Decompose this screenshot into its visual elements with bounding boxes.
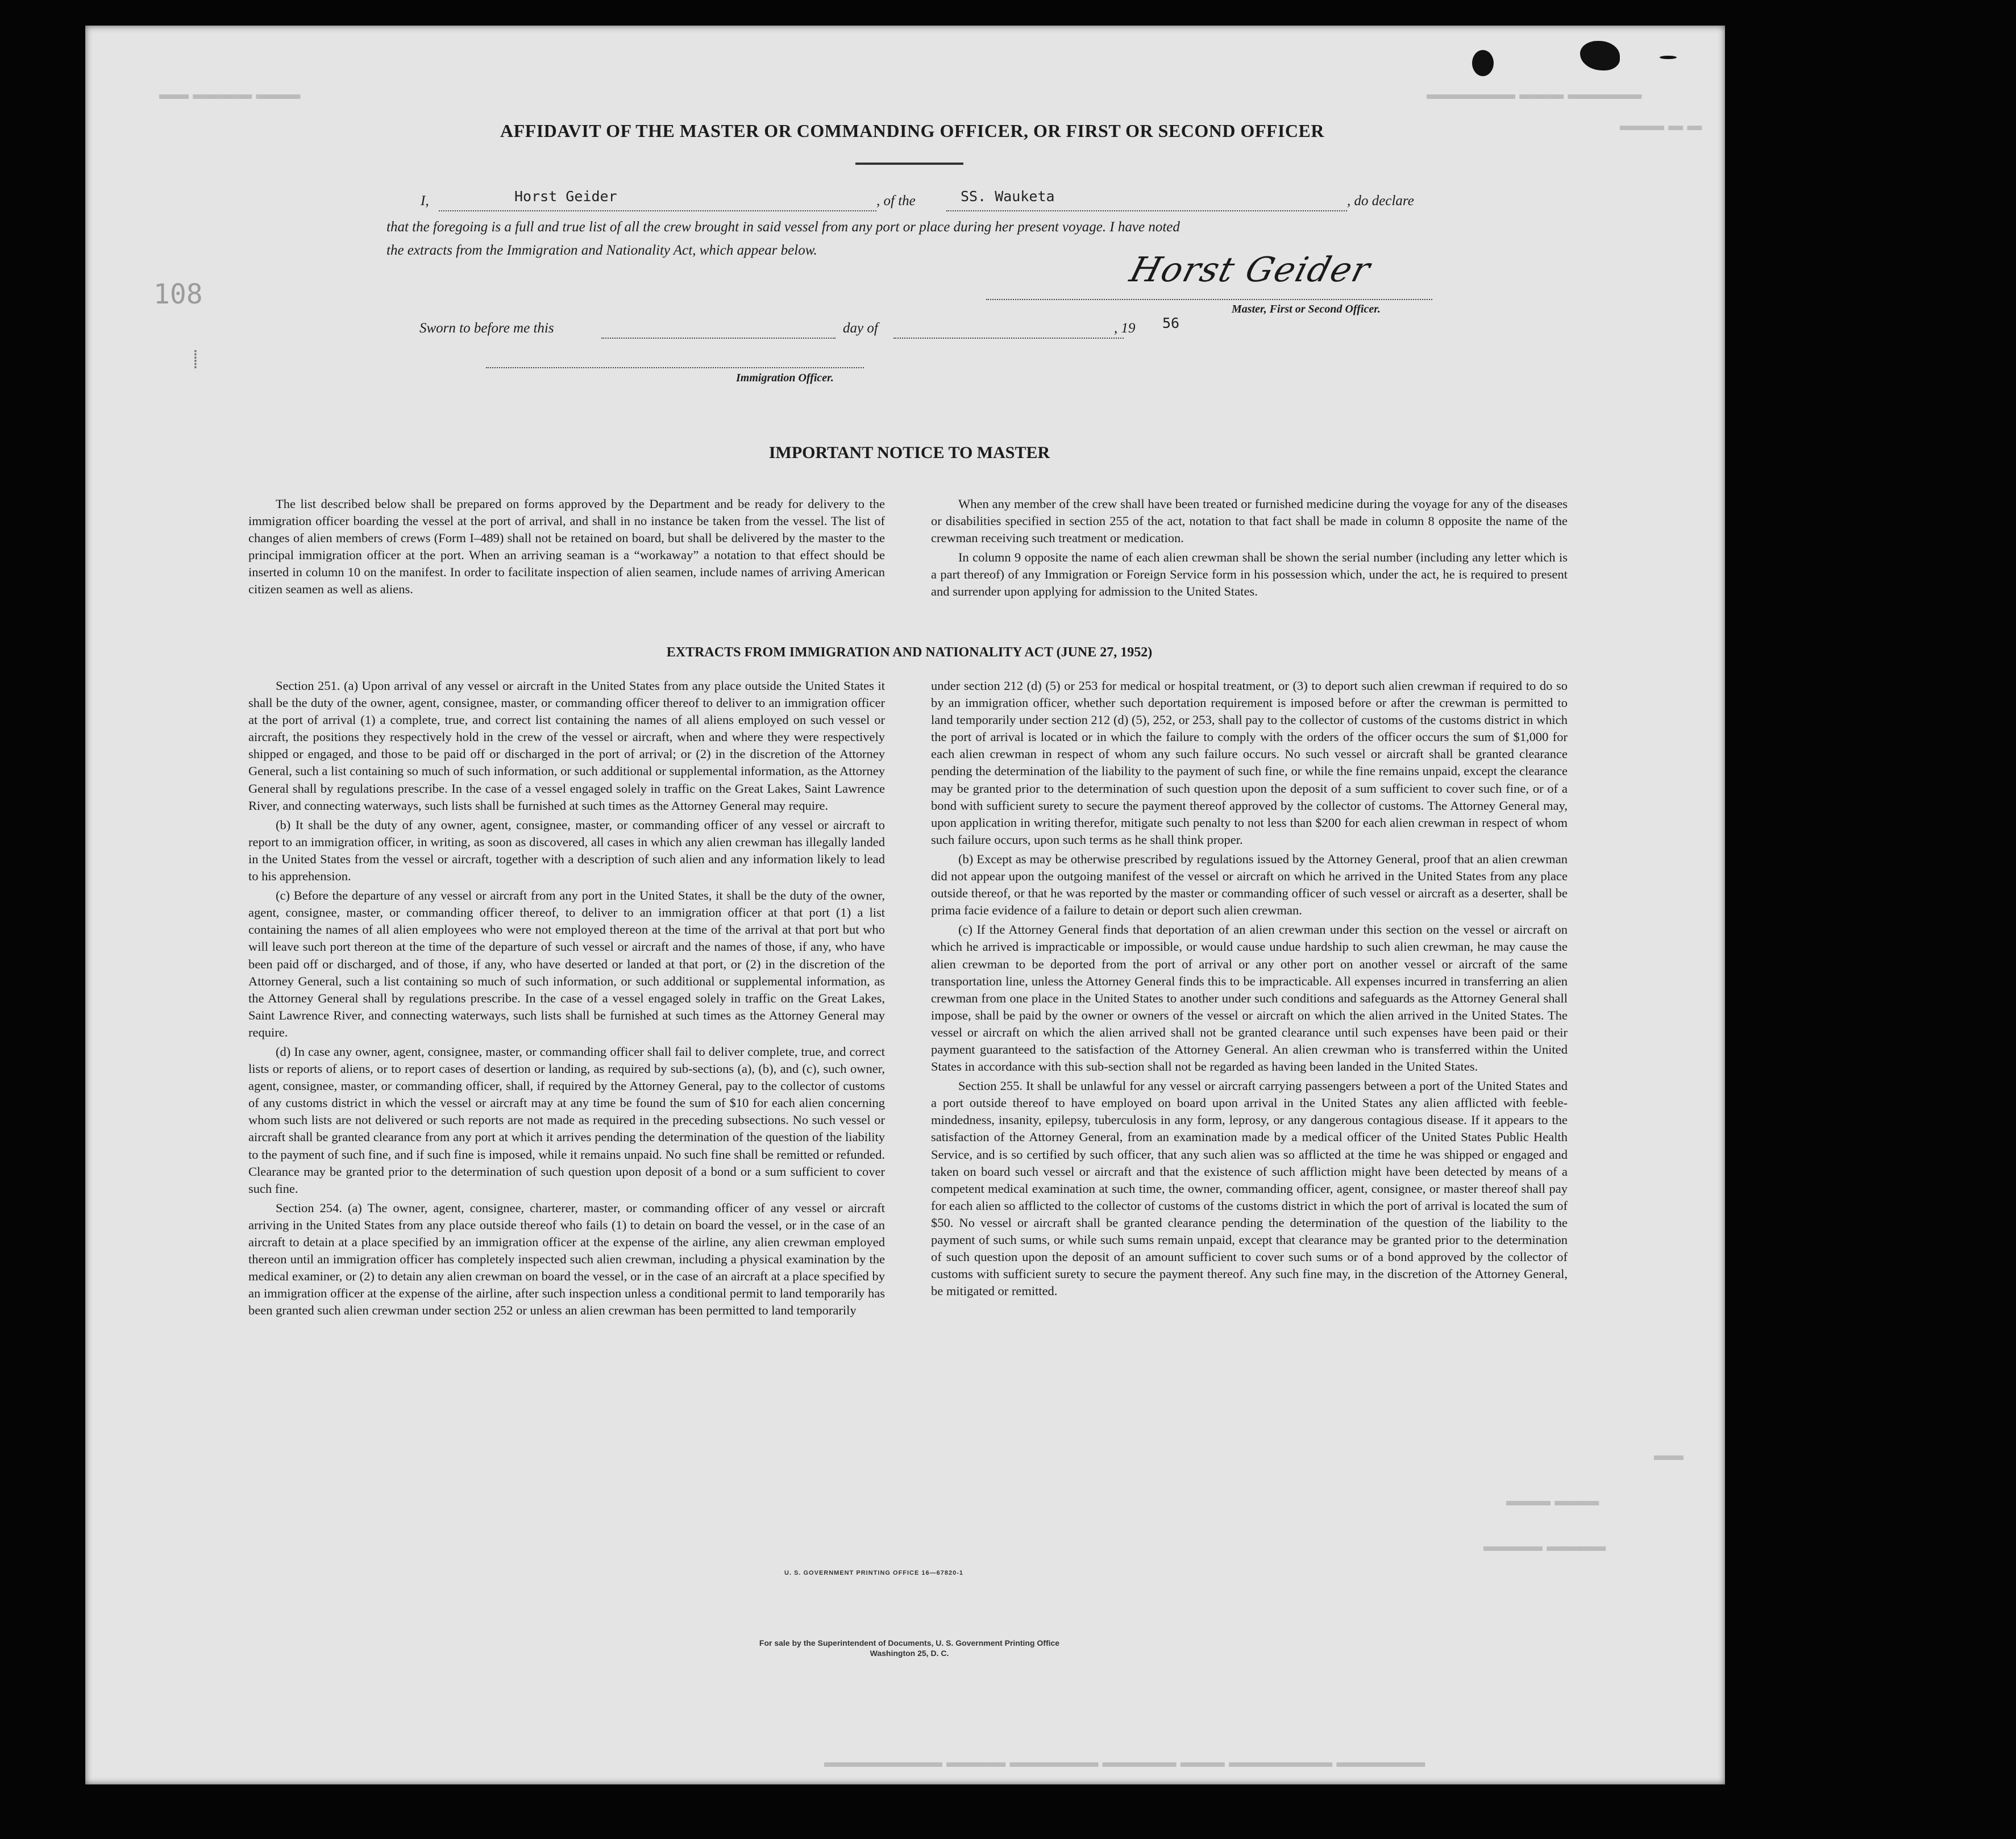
bleed-through-mark: ▬▬▬▬ ▬▬▬▬ <box>1483 1537 1606 1554</box>
notice-right-paragraph-2: In column 9 opposite the name of each alien crewman shall be shown the serial number (including any letter which is a part thereof) of any Immigration or Foreign Service form in his possession which, under the act, he is required to present and surrender upon applying for admission to the United States. <box>931 550 1568 599</box>
do-declare-label: , do declare <box>1347 193 1414 209</box>
sworn-month-field[interactable] <box>893 318 1124 339</box>
vessel-value: SS. Wauketa <box>961 188 1055 205</box>
section-255: Section 255. It shall be unlawful for any vessel or aircraft carrying passengers between a port of the United States and a port outside thereof to have employed on board upon arrival in the United States any alien afflicted with feeble-mindedness, insanity, epilepsy, tuberculosis in any form, leprosy, or any dangerous contagious disease. If it appears to the satisfaction of the Attorney General, from an examination made by a medical officer of the United States Public Health Service, and is so certified by such officer, that any such alien was so afflicted at the time he was shipped or engaged and taken on board such vessel or aircraft and that the existence of such affliction might have been detected by means of a competent medical examination at such time, the owner, commanding officer, agent, consignee, or master thereof shall pay for each alien so afflicted to the collector of customs of the customs district in which the port of arrival is located the sum of $50. No vessel or aircraft shall be granted clearance pending the determination of the question of the liability to the payment of such sums, or while such sums remain unpaid, except that clearance may be granted prior to the determination of such question upon the deposit of an amount sufficient to cover such sums or of a bond approved by the collector of customs with sufficient surety to secure the payment thereof. Any such fine may, in the discretion of the Attorney General, be mitigated or remitted. <box>931 1079 1568 1299</box>
section-251-c: (c) Before the departure of any vessel or aircraft from any port in the United States, it shall be the duty of the owner, agent, consignee, master, or commanding officer thereof, to deliver to an immigration officer at that port (1) a list containing the names of all alien employees who were not employed thereon at the time of the arrival at that port but who will leave such port thereon at the time of the departure of such vessel or aircraft and the names of those, if any, who have been paid off or discharged, and of those, if any, who have deserted or landed at that port, or (2) in the discretion of the Attorney General, such a list containing so much of such information, or such additional or supplemental information, as the Attorney General shall by regulations prescribe. In the case of a vessel engaged solely in traffic on the Great Lakes, Saint Lawrence River, and connecting waterways, such lists shall be furnished at such times as the Attorney General may require. <box>248 888 885 1039</box>
notice-left-column <box>248 496 885 601</box>
extracts-left-column <box>248 677 885 1321</box>
section-251-d: (d) In case any owner, agent, consignee, master, or commanding officer shall fail to deliver complete, true, and correct lists or reports of aliens, or to report cases of desertion or landing, as required by sub-sections (a), (b), and (c), such owner, agent, consignee, master, or commanding officer, shall, if required by the Attorney General, pay to the collector of customs of any customs district in which the vessel or aircraft may at any time be found the sum of $10 for each alien concerning whom such lists are not delivered or such reports are not made as required in the preceding subsections. No such vessel or aircraft shall be granted clearance from any port at which it arrives pending the determination of the question of the liability to the payment of such fine, and if such fine is imposed, while it remains unpaid. No such fine shall be remitted or refunded. Clearance may be granted prior to the determination of such question upon deposit of a bond or a sum sufficient to cover such fine. <box>248 1044 885 1196</box>
ink-blot <box>1472 50 1494 76</box>
notice-title: IMPORTANT NOTICE TO MASTER <box>768 443 1050 462</box>
extracts-title: EXTRACTS FROM IMMIGRATION AND NATIONALITY ACT (JUNE 27, 1952) <box>666 645 1153 660</box>
master-signature-line[interactable] <box>986 278 1432 300</box>
sworn-day-field[interactable] <box>601 318 836 339</box>
of-the-label: , of the <box>876 193 916 209</box>
sale-line-2: Washington 25, D. C. <box>870 1649 949 1658</box>
extracts-right-column <box>931 677 1568 1302</box>
sale-line-1: For sale by the Superintendent of Documents, U. S. Government Printing Office <box>759 1638 1060 1647</box>
master-signature: Horst Geider <box>1125 250 1375 290</box>
master-caption: Master, First or Second Officer. <box>1232 303 1381 315</box>
title-underline <box>855 163 963 165</box>
sale-notice <box>625 1638 1194 1658</box>
margin-page-number: 108 <box>153 278 203 310</box>
sworn-label: Sworn to before me this <box>419 321 554 336</box>
notice-right-column <box>931 496 1568 603</box>
bleed-through-mark: ▬▬ <box>1654 1446 1684 1463</box>
bleed-through-mark: ▬ ▬ ▬▬▬ <box>1620 117 1702 134</box>
bleed-through-mark: ▬▬▬ ▬▬▬▬ ▬▬ <box>159 85 301 102</box>
year-value: 56 <box>1162 315 1180 331</box>
declaration-line-3: the extracts from the Immigration and Nationality Act, which appear below. <box>386 243 817 258</box>
bleed-through-mark: ▬▬▬▬▬▬ ▬▬▬▬▬▬▬ ▬▬▬ ▬▬▬▬▬ ▬▬▬▬▬▬ ▬▬▬▬ ▬▬▬▬▬▬▬▬ <box>824 1753 1425 1770</box>
name-field[interactable] <box>439 191 876 211</box>
section-254-a-continued: under section 212 (d) (5) or 253 for medical or hospital treatment, or (3) to deport such alien crewman if required to do so by an immigration officer, whether such deportation requirement is imposed before or after the crewman is permitted to land temporarily under section 212 (d) (5), 252, or 253, shall pay to the collector of customs of the customs district in which the port of arrival is located or in which the failure to comply with the orders of the officer occurs the sum of $1,000 for each alien crewman in respect of whom any such failure occurs. No such vessel or aircraft shall be granted clearance pending the determination of the liability to the payment of such fine, or while the fine remains unpaid, except the clearance may be granted prior to the determination of such question upon the deposit of a sum sufficient to cover such fine, or of a bond with sufficient surety to secure the payment thereof approved by the collector of customs. The Attorney General may, upon application in writing therefor, mitigate such penalty to not less than $200 for each alien crewman in respect of whom such failure occurs, upon such terms as he shall think proper. <box>931 679 1568 847</box>
notice-right-paragraph-1: When any member of the crew shall have been treated or furnished medicine during the voyage for any of the diseases or disabilities specified in section 255 of the act, notation to that fact shall be made in column 8 opposite the name of the crewman receiving such treatment or medication. <box>931 497 1568 546</box>
declaration-prefix: I, <box>421 193 429 209</box>
year-prefix: , 19 <box>1114 321 1136 336</box>
bleed-through-mark: ▬▬▬ ▬▬▬ <box>1506 1492 1599 1509</box>
section-251-b: (b) It shall be the duty of any owner, agent, consignee, master, or commanding officer of any vessel or aircraft to report to an immigration officer, in writing, as soon as discovered, all cases in which any alien crewman has illegally landed in the United States from the vessel or aircraft, together with a description of such alien and any information likely to lead to his apprehension. <box>248 817 885 884</box>
name-value: Horst Geider <box>514 188 617 205</box>
section-254-c: (c) If the Attorney General finds that deportation of an alien crewman under this section on the vessel or aircraft on which he arrived is impracticable or impossible, or would cause undue hardship to such alien crewman, he may cause the alien crewman to be deported from the port of arrival or any other port on another vessel or aircraft of the same transportation line, unless the Attorney General finds this to be impracticable. All expenses incurred in transferring an alien crewman from one place in the United States to another under such conditions and safeguards as the Attorney General shall impose, shall be paid by the owner or owners of the vessel or aircraft on which the alien arrived in the United States. The vessel or aircraft on which the alien arrived shall not be granted clearance until such expenses have been paid or their payment guaranteed to the satisfaction of the Attorney General. An alien crewman who is transferred within the United States in accordance with this sub-section shall not be regarded as having been landed in the United States. <box>931 922 1568 1074</box>
declaration-line-2: that the foregoing is a full and true list of all the crew brought in said vessel from any port or place during her present voyage. I have noted <box>386 219 1180 235</box>
printing-office-imprint: U. S. GOVERNMENT PRINTING OFFICE 16—67820-1 <box>784 1570 964 1576</box>
notice-left-paragraph: The list described below shall be prepared on forms approved by the Department and be ready for delivery to the immigration officer boarding the vessel at the port of arrival, and shall in no instance be taken from the vessel. The list of changes of alien members of crews (Form I–489) shall not be retained on board, but shall be delivered by the master to the principal immigration officer at the port. When an arriving seaman is a “workaway” a notation to that effect should be inserted in column 10 on the manifest. In order to facilitate inspection of alien seamen, include names of arriving American citizen seamen as well as aliens. <box>248 497 885 597</box>
bleed-through-mark: ▬▬▬▬▬ ▬▬▬ ▬▬▬▬▬▬ <box>1427 85 1642 102</box>
section-254-a: Section 254. (a) The owner, agent, consignee, charterer, master, or commanding officer of any vessel or aircraft arriving in the United States from any place outside thereof who fails (1) to detain on board the vessel, or in the case of an aircraft to detain at a place specified by an immigration officer at the expense of the airline, any alien crewman employed thereon until an immigration officer has completely inspected such alien crewman, including a physical examination by the medical examiner, or (2) to detain any alien crewman on board the vessel, or in the case of an aircraft at a place specified by an immigration officer at the expense of the airline, after such inspection unless a conditional permit to land temporarily has been granted such alien crewman under section 252 or unless an alien crewman has been permitted to land temporarily <box>248 1200 885 1318</box>
immigration-officer-signature-line[interactable] <box>486 348 864 368</box>
section-254-b: (b) Except as may be otherwise prescribed by regulations issued by the Attorney General, proof that an alien crewman did not appear upon the outgoing manifest of the vessel or aircraft on which he arrived in the United States from any place outside thereof, or that he was reported by the master or commanding officer of such vessel or aircraft as a deserter, shall be prima facie evidence of a failure to detain or deport such alien crewman. <box>931 851 1568 918</box>
affidavit-title: AFFIDAVIT OF THE MASTER OR COMMANDING OFFICER, OR FIRST OR SECOND OFFICER <box>500 120 1324 141</box>
margin-mark: ⸽ <box>193 350 198 369</box>
section-251-a: Section 251. (a) Upon arrival of any vessel or aircraft in the United States from any place outside the United States it shall be the duty of the owner, agent, consignee, master, or commanding officer thereof to deliver to an immigration officer at the port of arrival (1) a complete, true, and correct list containing the names of all aliens employed on such vessel or aircraft, the positions they respectively hold in the crew of the vessel or aircraft, when and where they were respectively shipped or engaged, and those to be paid off or discharged in the port of arrival; or (2) in the discretion of the Attorney General, such a list containing so much of such information, or such additional or supplemental information, as the Attorney General shall by regulations prescribe. In the case of a vessel engaged solely in traffic on the Great Lakes, Saint Lawrence River, and connecting waterways, such lists shall be furnished at such times as the Attorney General may require. <box>248 679 885 813</box>
ink-blot <box>1660 56 1677 59</box>
day-of-label: day of <box>843 321 878 336</box>
immigration-officer-caption: Immigration Officer. <box>736 372 834 384</box>
